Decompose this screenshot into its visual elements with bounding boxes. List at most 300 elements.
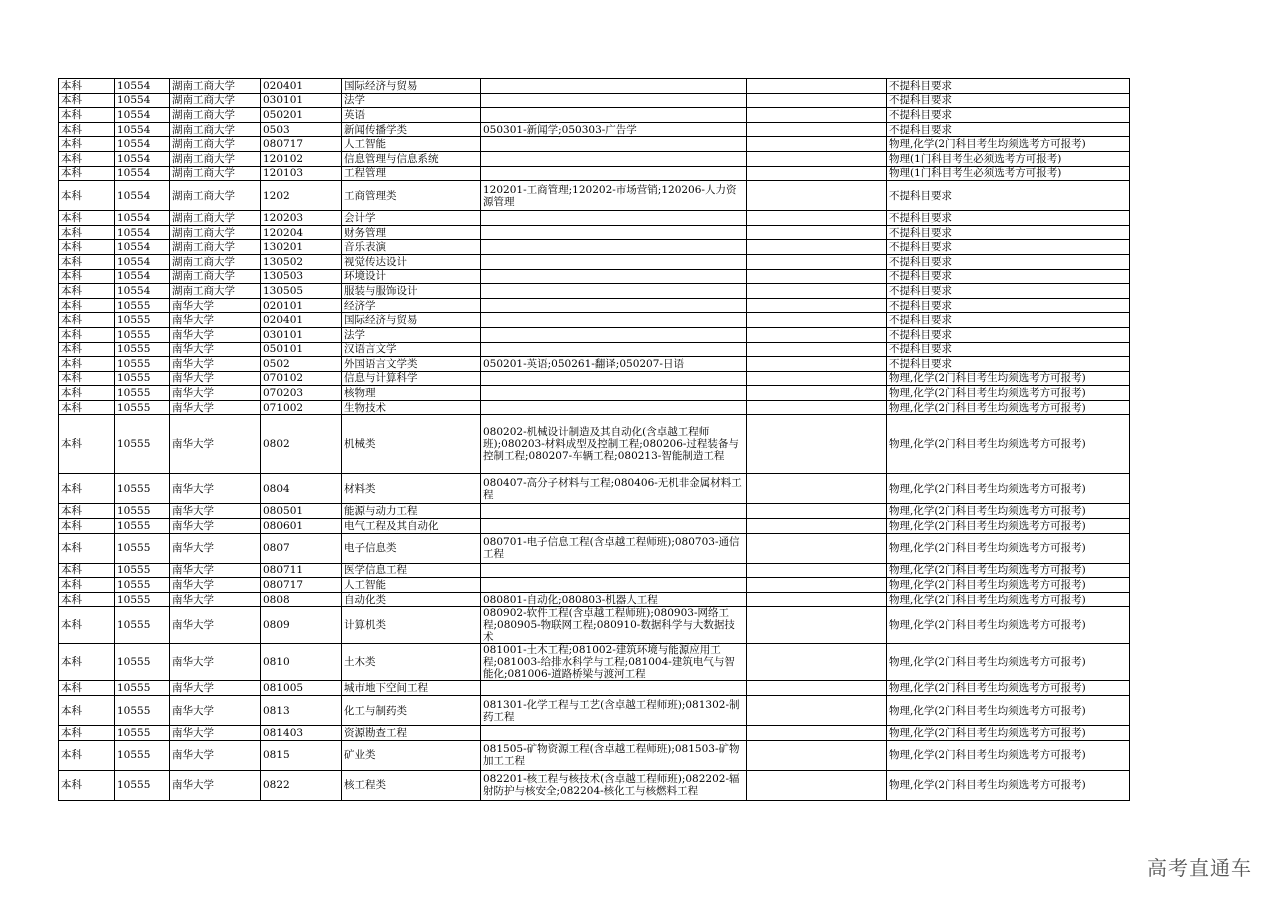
cell-major-code: 0804 — [261, 474, 342, 504]
cell-level: 本科 — [59, 770, 115, 800]
cell-school-name: 湖南工商大学 — [170, 269, 261, 284]
table-row — [59, 137, 1130, 152]
cell-included-majors — [481, 298, 747, 313]
cell-major-name: 法学 — [342, 327, 481, 342]
cell-major-code: 0822 — [261, 770, 342, 800]
cell-school-name: 南华大学 — [170, 644, 261, 681]
table-row — [59, 563, 1130, 578]
cell-subject-requirement: 物理,化学(2门科目考生均须选考方可报考) — [887, 563, 1130, 578]
cell-subject-requirement: 物理,化学(2门科目考生均须选考方可报考) — [887, 474, 1130, 504]
cell-subject-requirement: 物理,化学(2门科目考生均须选考方可报考) — [887, 592, 1130, 607]
cell-subject-requirement: 物理,化学(2门科目考生均须选考方可报考) — [887, 519, 1130, 534]
cell-major-name: 矿业类 — [342, 740, 481, 770]
cell-note — [747, 269, 887, 284]
cell-included-majors — [481, 327, 747, 342]
cell-subject-requirement: 不提科目要求 — [887, 357, 1130, 372]
cell-note — [747, 137, 887, 152]
cell-level: 本科 — [59, 240, 115, 255]
table-row — [59, 79, 1130, 94]
cell-level: 本科 — [59, 254, 115, 269]
cell-level: 本科 — [59, 137, 115, 152]
cell-major-name: 新闻传播学类 — [342, 122, 481, 137]
cell-subject-requirement: 不提科目要求 — [887, 327, 1130, 342]
table-row — [59, 342, 1130, 357]
cell-included-majors: 081505-矿物资源工程(含卓越工程师班);081503-矿物加工工程 — [481, 740, 747, 770]
cell-major-name: 城市地下空间工程 — [342, 681, 481, 696]
cell-included-majors: 081001-土木工程;081002-建筑环境与能源应用工程;081003-给排水科学与工程;081004-建筑电气与智能化;081006-道路桥梁与渡河工程 — [481, 644, 747, 681]
cell-level: 本科 — [59, 592, 115, 607]
cell-major-name: 视觉传达设计 — [342, 254, 481, 269]
cell-note — [747, 519, 887, 534]
cell-school-code: 10554 — [115, 269, 170, 284]
cell-level: 本科 — [59, 93, 115, 108]
cell-level: 本科 — [59, 122, 115, 137]
cell-major-name: 汉语言文学 — [342, 342, 481, 357]
cell-level: 本科 — [59, 357, 115, 372]
cell-included-majors — [481, 681, 747, 696]
table-row — [59, 254, 1130, 269]
cell-level: 本科 — [59, 181, 115, 211]
cell-major-name: 信息管理与信息系统 — [342, 151, 481, 166]
cell-note — [747, 740, 887, 770]
cell-major-name: 化工与制药类 — [342, 696, 481, 726]
cell-major-name: 法学 — [342, 93, 481, 108]
cell-level: 本科 — [59, 578, 115, 593]
cell-level: 本科 — [59, 681, 115, 696]
table-row — [59, 696, 1130, 726]
cell-major-name: 会计学 — [342, 211, 481, 226]
cell-major-code: 080717 — [261, 578, 342, 593]
cell-school-name: 湖南工商大学 — [170, 211, 261, 226]
table-row — [59, 225, 1130, 240]
cell-major-code: 130505 — [261, 284, 342, 299]
cell-included-majors — [481, 166, 747, 181]
cell-note — [747, 298, 887, 313]
cell-subject-requirement: 物理,化学(2门科目考生均须选考方可报考) — [887, 740, 1130, 770]
cell-note — [747, 357, 887, 372]
cell-school-code: 10555 — [115, 607, 170, 644]
cell-school-name: 湖南工商大学 — [170, 151, 261, 166]
table-row — [59, 211, 1130, 226]
cell-major-name: 英语 — [342, 108, 481, 123]
cell-major-code: 1202 — [261, 181, 342, 211]
cell-subject-requirement: 物理,化学(2门科目考生均须选考方可报考) — [887, 696, 1130, 726]
cell-major-code: 0815 — [261, 740, 342, 770]
table-row — [59, 151, 1130, 166]
cell-note — [747, 181, 887, 211]
cell-level: 本科 — [59, 151, 115, 166]
cell-school-name: 南华大学 — [170, 357, 261, 372]
cell-included-majors — [481, 211, 747, 226]
table-row — [59, 740, 1130, 770]
cell-note — [747, 681, 887, 696]
cell-major-name: 电气工程及其自动化 — [342, 519, 481, 534]
cell-school-code: 10555 — [115, 400, 170, 415]
cell-included-majors — [481, 108, 747, 123]
cell-school-name: 南华大学 — [170, 504, 261, 519]
cell-school-name: 南华大学 — [170, 607, 261, 644]
cell-school-code: 10555 — [115, 519, 170, 534]
cell-school-name: 南华大学 — [170, 696, 261, 726]
cell-major-code: 0503 — [261, 122, 342, 137]
table-row — [59, 313, 1130, 328]
cell-subject-requirement: 物理,化学(2门科目考生均须选考方可报考) — [887, 371, 1130, 386]
cell-major-code: 130503 — [261, 269, 342, 284]
cell-note — [747, 79, 887, 94]
cell-level: 本科 — [59, 726, 115, 741]
cell-major-code: 120103 — [261, 166, 342, 181]
cell-note — [747, 644, 887, 681]
cell-level: 本科 — [59, 607, 115, 644]
cell-major-code: 020101 — [261, 298, 342, 313]
cell-subject-requirement: 不提科目要求 — [887, 79, 1130, 94]
table-row — [59, 770, 1130, 800]
cell-major-name: 经济学 — [342, 298, 481, 313]
cell-school-name: 南华大学 — [170, 400, 261, 415]
watermark-text: 高考直通车 — [1147, 856, 1252, 880]
cell-note — [747, 93, 887, 108]
cell-included-majors: 080902-软件工程(含卓越工程师班);080903-网络工程;080905-物联网工程;080910-数据科学与大数据技术 — [481, 607, 747, 644]
cell-school-name: 湖南工商大学 — [170, 79, 261, 94]
cell-included-majors — [481, 400, 747, 415]
cell-level: 本科 — [59, 211, 115, 226]
cell-note — [747, 592, 887, 607]
cell-school-code: 10555 — [115, 357, 170, 372]
cell-school-code: 10554 — [115, 122, 170, 137]
cell-major-code: 0810 — [261, 644, 342, 681]
cell-level: 本科 — [59, 79, 115, 94]
cell-subject-requirement: 物理,化学(2门科目考生均须选考方可报考) — [887, 578, 1130, 593]
cell-major-code: 030101 — [261, 93, 342, 108]
cell-level: 本科 — [59, 386, 115, 401]
table-row — [59, 240, 1130, 255]
cell-included-majors — [481, 578, 747, 593]
cell-major-name: 人工智能 — [342, 578, 481, 593]
cell-subject-requirement: 不提科目要求 — [887, 254, 1130, 269]
cell-level: 本科 — [59, 313, 115, 328]
cell-note — [747, 240, 887, 255]
cell-subject-requirement: 物理,化学(2门科目考生均须选考方可报考) — [887, 137, 1130, 152]
cell-major-code: 080717 — [261, 137, 342, 152]
cell-included-majors — [481, 151, 747, 166]
cell-major-name: 自动化类 — [342, 592, 481, 607]
cell-note — [747, 504, 887, 519]
cell-major-code: 130201 — [261, 240, 342, 255]
cell-school-code: 10555 — [115, 327, 170, 342]
cell-note — [747, 342, 887, 357]
cell-level: 本科 — [59, 504, 115, 519]
cell-subject-requirement: 物理(1门科目考生必须选考方可报考) — [887, 151, 1130, 166]
cell-major-code: 0807 — [261, 533, 342, 563]
cell-subject-requirement: 不提科目要求 — [887, 181, 1130, 211]
cell-included-majors — [481, 504, 747, 519]
cell-level: 本科 — [59, 327, 115, 342]
cell-major-name: 机械类 — [342, 415, 481, 474]
cell-subject-requirement: 不提科目要求 — [887, 240, 1130, 255]
cell-school-name: 湖南工商大学 — [170, 137, 261, 152]
cell-school-name: 湖南工商大学 — [170, 122, 261, 137]
cell-major-name: 人工智能 — [342, 137, 481, 152]
table-row — [59, 284, 1130, 299]
cell-school-name: 南华大学 — [170, 313, 261, 328]
cell-school-name: 南华大学 — [170, 740, 261, 770]
cell-subject-requirement: 物理,化学(2门科目考生均须选考方可报考) — [887, 607, 1130, 644]
cell-school-code: 10554 — [115, 211, 170, 226]
cell-level: 本科 — [59, 225, 115, 240]
cell-major-name: 计算机类 — [342, 607, 481, 644]
cell-included-majors — [481, 240, 747, 255]
cell-included-majors — [481, 342, 747, 357]
cell-subject-requirement: 不提科目要求 — [887, 342, 1130, 357]
cell-subject-requirement: 不提科目要求 — [887, 298, 1130, 313]
cell-major-name: 外国语言文学类 — [342, 357, 481, 372]
cell-subject-requirement: 物理,化学(2门科目考生均须选考方可报考) — [887, 770, 1130, 800]
cell-major-code: 0502 — [261, 357, 342, 372]
cell-school-code: 10555 — [115, 386, 170, 401]
cell-included-majors: 082201-核工程与核技术(含卓越工程师班);082202-辐射防护与核安全;082204-核化工与核燃料工程 — [481, 770, 747, 800]
cell-major-name: 生物技术 — [342, 400, 481, 415]
cell-major-name: 国际经济与贸易 — [342, 79, 481, 94]
cell-school-code: 10555 — [115, 371, 170, 386]
cell-major-code: 0809 — [261, 607, 342, 644]
cell-school-code: 10554 — [115, 225, 170, 240]
table-row — [59, 269, 1130, 284]
cell-subject-requirement: 不提科目要求 — [887, 122, 1130, 137]
cell-level: 本科 — [59, 298, 115, 313]
cell-major-name: 土木类 — [342, 644, 481, 681]
cell-included-majors — [481, 563, 747, 578]
table-row — [59, 519, 1130, 534]
cell-subject-requirement: 物理(1门科目考生必须选考方可报考) — [887, 166, 1130, 181]
cell-note — [747, 696, 887, 726]
cell-school-name: 南华大学 — [170, 533, 261, 563]
cell-school-code: 10555 — [115, 533, 170, 563]
cell-subject-requirement: 不提科目要求 — [887, 284, 1130, 299]
cell-subject-requirement: 不提科目要求 — [887, 108, 1130, 123]
cell-level: 本科 — [59, 563, 115, 578]
cell-school-code: 10554 — [115, 254, 170, 269]
cell-subject-requirement: 物理,化学(2门科目考生均须选考方可报考) — [887, 415, 1130, 474]
cell-subject-requirement: 物理,化学(2门科目考生均须选考方可报考) — [887, 386, 1130, 401]
cell-included-majors: 081301-化学工程与工艺(含卓越工程师班);081302-制药工程 — [481, 696, 747, 726]
cell-school-name: 湖南工商大学 — [170, 166, 261, 181]
cell-subject-requirement: 不提科目要求 — [887, 313, 1130, 328]
table-row — [59, 108, 1130, 123]
cell-major-name: 服装与服饰设计 — [342, 284, 481, 299]
cell-note — [747, 726, 887, 741]
cell-note — [747, 122, 887, 137]
cell-note — [747, 284, 887, 299]
cell-level: 本科 — [59, 533, 115, 563]
cell-school-code: 10555 — [115, 726, 170, 741]
cell-note — [747, 386, 887, 401]
cell-school-name: 南华大学 — [170, 386, 261, 401]
cell-included-majors — [481, 726, 747, 741]
cell-included-majors — [481, 79, 747, 94]
cell-note — [747, 211, 887, 226]
cell-major-code: 081005 — [261, 681, 342, 696]
cell-level: 本科 — [59, 284, 115, 299]
cell-level: 本科 — [59, 740, 115, 770]
cell-major-code: 070102 — [261, 371, 342, 386]
table-row — [59, 578, 1130, 593]
cell-major-code: 0802 — [261, 415, 342, 474]
cell-included-majors: 120201-工商管理;120202-市场营销;120206-人力资源管理 — [481, 181, 747, 211]
cell-school-code: 10555 — [115, 578, 170, 593]
table-row — [59, 592, 1130, 607]
cell-note — [747, 400, 887, 415]
cell-included-majors — [481, 269, 747, 284]
cell-note — [747, 151, 887, 166]
cell-major-code: 080501 — [261, 504, 342, 519]
cell-school-name: 湖南工商大学 — [170, 225, 261, 240]
cell-note — [747, 371, 887, 386]
cell-school-name: 南华大学 — [170, 563, 261, 578]
cell-school-name: 南华大学 — [170, 371, 261, 386]
cell-major-code: 050101 — [261, 342, 342, 357]
cell-school-code: 10555 — [115, 681, 170, 696]
cell-note — [747, 313, 887, 328]
table-row — [59, 607, 1130, 644]
cell-school-code: 10555 — [115, 740, 170, 770]
cell-included-majors: 050201-英语;050261-翻译;050207-日语 — [481, 357, 747, 372]
cell-subject-requirement: 物理,化学(2门科目考生均须选考方可报考) — [887, 644, 1130, 681]
cell-note — [747, 225, 887, 240]
cell-school-code: 10555 — [115, 474, 170, 504]
cell-subject-requirement: 不提科目要求 — [887, 225, 1130, 240]
cell-major-name: 财务管理 — [342, 225, 481, 240]
cell-school-code: 10554 — [115, 93, 170, 108]
cell-subject-requirement: 物理,化学(2门科目考生均须选考方可报考) — [887, 504, 1130, 519]
cell-major-code: 120203 — [261, 211, 342, 226]
cell-level: 本科 — [59, 474, 115, 504]
cell-note — [747, 108, 887, 123]
cell-major-name: 医学信息工程 — [342, 563, 481, 578]
cell-school-name: 南华大学 — [170, 327, 261, 342]
table-row — [59, 644, 1130, 681]
cell-school-code: 10555 — [115, 415, 170, 474]
cell-level: 本科 — [59, 166, 115, 181]
cell-included-majors — [481, 284, 747, 299]
cell-major-code: 080711 — [261, 563, 342, 578]
cell-school-code: 10554 — [115, 137, 170, 152]
cell-school-name: 南华大学 — [170, 681, 261, 696]
cell-major-name: 材料类 — [342, 474, 481, 504]
table-row — [59, 166, 1130, 181]
cell-major-code: 0808 — [261, 592, 342, 607]
cell-subject-requirement: 物理,化学(2门科目考生均须选考方可报考) — [887, 726, 1130, 741]
cell-school-name: 湖南工商大学 — [170, 254, 261, 269]
cell-major-code: 030101 — [261, 327, 342, 342]
cell-major-code: 130502 — [261, 254, 342, 269]
cell-school-code: 10554 — [115, 284, 170, 299]
cell-major-name: 核工程类 — [342, 770, 481, 800]
table-row — [59, 298, 1130, 313]
cell-school-code: 10554 — [115, 240, 170, 255]
cell-subject-requirement: 不提科目要求 — [887, 211, 1130, 226]
cell-major-code: 070203 — [261, 386, 342, 401]
cell-included-majors — [481, 313, 747, 328]
table-row — [59, 386, 1130, 401]
cell-level: 本科 — [59, 519, 115, 534]
cell-school-code: 10554 — [115, 166, 170, 181]
cell-major-name: 资源勘查工程 — [342, 726, 481, 741]
cell-major-code: 020401 — [261, 313, 342, 328]
cell-major-name: 电子信息类 — [342, 533, 481, 563]
cell-level: 本科 — [59, 269, 115, 284]
cell-school-code: 10555 — [115, 313, 170, 328]
cell-major-code: 120102 — [261, 151, 342, 166]
cell-subject-requirement: 不提科目要求 — [887, 93, 1130, 108]
cell-major-code: 0813 — [261, 696, 342, 726]
table-body — [59, 79, 1130, 801]
cell-note — [747, 607, 887, 644]
cell-included-majors — [481, 254, 747, 269]
table-row — [59, 474, 1130, 504]
cell-major-code: 080601 — [261, 519, 342, 534]
cell-school-code: 10555 — [115, 342, 170, 357]
table-row — [59, 726, 1130, 741]
cell-note — [747, 563, 887, 578]
cell-level: 本科 — [59, 371, 115, 386]
cell-school-code: 10555 — [115, 770, 170, 800]
cell-major-name: 音乐表演 — [342, 240, 481, 255]
cell-school-name: 湖南工商大学 — [170, 108, 261, 123]
cell-school-name: 湖南工商大学 — [170, 181, 261, 211]
cell-school-code: 10555 — [115, 696, 170, 726]
cell-school-name: 湖南工商大学 — [170, 93, 261, 108]
cell-school-name: 南华大学 — [170, 298, 261, 313]
cell-school-name: 湖南工商大学 — [170, 240, 261, 255]
cell-level: 本科 — [59, 342, 115, 357]
cell-included-majors — [481, 225, 747, 240]
cell-major-name: 国际经济与贸易 — [342, 313, 481, 328]
cell-included-majors: 080801-自动化;080803-机器人工程 — [481, 592, 747, 607]
table-row — [59, 681, 1130, 696]
cell-major-name: 环境设计 — [342, 269, 481, 284]
cell-level: 本科 — [59, 108, 115, 123]
cell-note — [747, 415, 887, 474]
cell-subject-requirement: 物理,化学(2门科目考生均须选考方可报考) — [887, 533, 1130, 563]
cell-school-name: 南华大学 — [170, 726, 261, 741]
cell-school-name: 南华大学 — [170, 415, 261, 474]
cell-school-name: 南华大学 — [170, 770, 261, 800]
cell-subject-requirement: 物理,化学(2门科目考生均须选考方可报考) — [887, 681, 1130, 696]
cell-subject-requirement: 物理,化学(2门科目考生均须选考方可报考) — [887, 400, 1130, 415]
cell-school-code: 10554 — [115, 181, 170, 211]
cell-subject-requirement: 不提科目要求 — [887, 269, 1130, 284]
table-row — [59, 181, 1130, 211]
cell-included-majors — [481, 93, 747, 108]
cell-included-majors — [481, 137, 747, 152]
cell-major-code: 071002 — [261, 400, 342, 415]
cell-school-name: 南华大学 — [170, 342, 261, 357]
cell-major-name: 能源与动力工程 — [342, 504, 481, 519]
cell-school-code: 10555 — [115, 504, 170, 519]
table-row — [59, 93, 1130, 108]
table-row — [59, 327, 1130, 342]
cell-included-majors — [481, 519, 747, 534]
cell-included-majors — [481, 386, 747, 401]
cell-note — [747, 166, 887, 181]
cell-school-code: 10554 — [115, 151, 170, 166]
cell-school-code: 10555 — [115, 592, 170, 607]
table-row — [59, 533, 1130, 563]
cell-major-code: 120204 — [261, 225, 342, 240]
cell-major-name: 信息与计算科学 — [342, 371, 481, 386]
cell-school-name: 湖南工商大学 — [170, 284, 261, 299]
cell-note — [747, 770, 887, 800]
